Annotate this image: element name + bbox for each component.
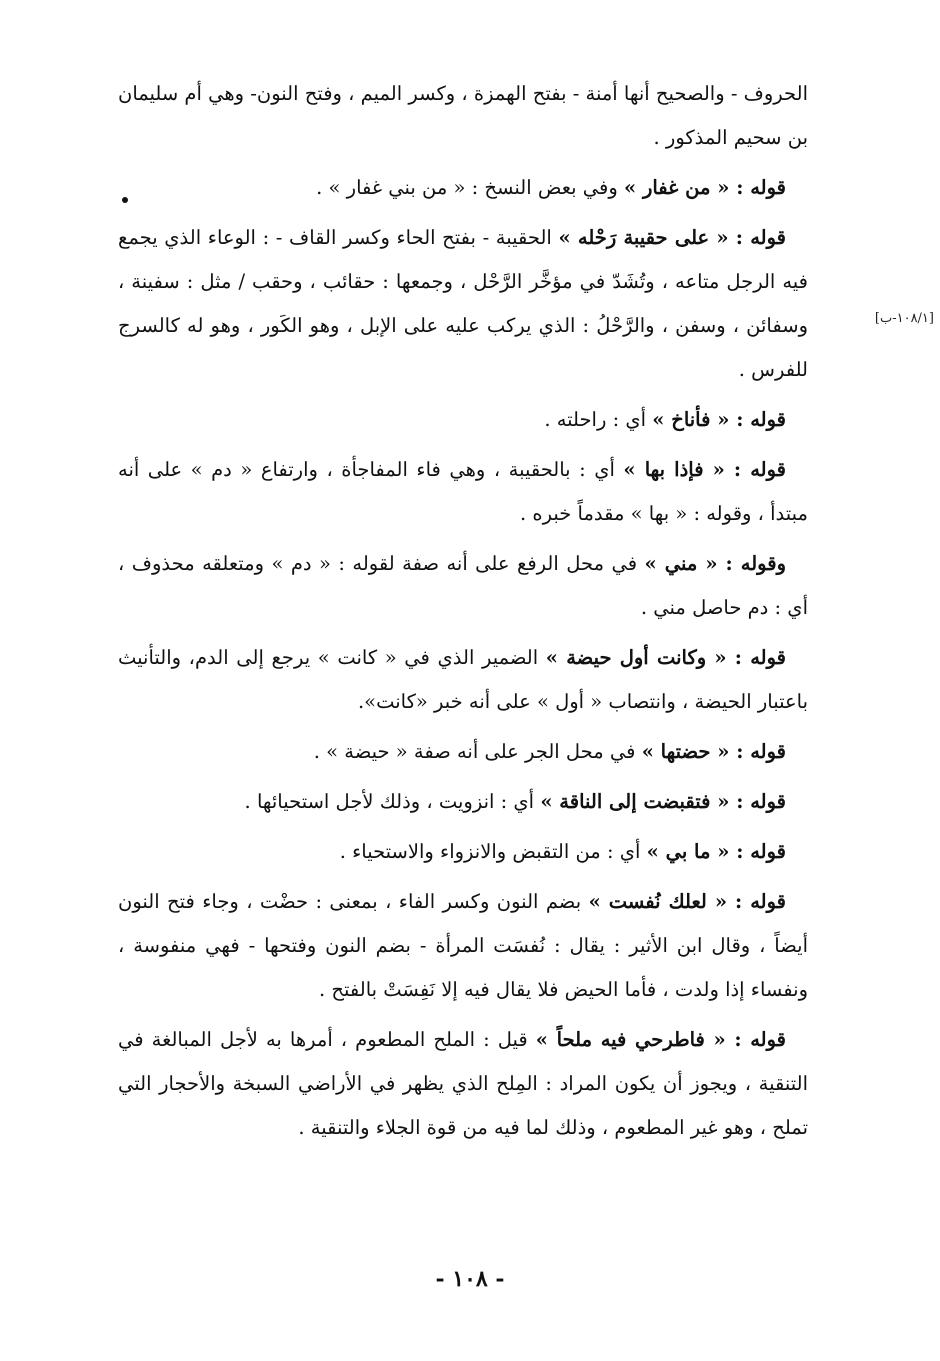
manuscript-folio-note: [١٠٨/١-ب]	[874, 311, 934, 326]
paragraph-text: في محل الرفع على أنه صفة لقوله : « دم » ومتعلقه محذوف ، أي : دم حاصل مني .	[118, 552, 808, 619]
paragraph-text: أي : راحلته .	[544, 408, 653, 431]
paragraph-hidtuha	[118, 730, 808, 774]
paragraph-fa-anakh	[118, 398, 808, 442]
paragraph-text: وفي بعض النسخ : « من بني غفار » .	[316, 176, 624, 199]
paragraph-text: قيل : الملح المطعوم ، أمرها به لأجل المبالغة في التنقية ، ويجوز أن يكون المراد : المِلح الذي يظهر في الأراضي السبخة والأحجار التي تملح ، وهو غير المطعوم ، وذلك لما فيه من قوة الجلاء والتنقية .	[118, 1028, 808, 1139]
ink-dot-mark	[122, 197, 128, 203]
paragraph-lead: قوله : « ما بي »	[646, 840, 786, 863]
paragraph-minni	[118, 542, 808, 630]
paragraph-text: الحروف - والصحيح أنها أمنة - بفتح الهمزة ، وكسر الميم ، وفتح النون- وهي أم سليمان بن سحيم المذكور .	[118, 82, 808, 149]
page-number: - ١٠٨ -	[435, 1266, 505, 1292]
paragraph-lead: قوله : « فإذا بها »	[623, 458, 786, 481]
paragraph-lead: قوله : « حضتها »	[641, 740, 786, 763]
main-text	[118, 72, 808, 1156]
paragraph-lead: قوله : « فأناخ »	[652, 408, 786, 431]
paragraph-haqiba	[118, 216, 808, 392]
paragraph-lead: قوله : « لعلك نُفست »	[588, 890, 786, 913]
paragraph-lead: قوله : « وكانت أول حيضة »	[545, 646, 786, 669]
paragraph-min-ghifar	[118, 166, 808, 210]
paragraph-text: أي : بالحقيبة ، وهي فاء المفاجأة ، وارتفاع « دم » على أنه مبتدأ ، وقوله : « بها » مقدماً خبره .	[118, 458, 808, 525]
paragraph-lead: قوله : « فتقبضت إلى الناقة »	[540, 790, 786, 813]
paragraph-lead: قوله : « على حقيبة رَحْله »	[558, 226, 786, 249]
paragraph-lead: وقوله : « مني »	[644, 552, 786, 575]
paragraph-nufisti	[118, 880, 808, 1012]
paragraph-continuation	[118, 72, 808, 160]
paragraph-text: بضم النون وكسر الفاء ، بمعنى : حضْت ، وجاء فتح النون أيضاً ، وقال ابن الأثير : يقال : نُفسَت المرأة - بضم النون وفتحها - فهي منفوسة ، ونفساء إذا ولدت ، فأما الحيض فلا يقال فيه إلا نَفِسَتْ بالفتح .	[118, 890, 808, 1001]
paragraph-text: الحقيبة - بفتح الحاء وكسر القاف - : الوعاء الذي يجمع فيه الرجل متاعه ، وتُشَدّ في مؤخَّر الرَّحْل ، وجمعها : حقائب ، وحقب / مثل : سفينة ، وسفائن ، وسفن ، والرَّحْلُ : الذي يركب عليه على الإبل ، وهو الكَور ، وهو له كالسرج للفرس .	[118, 226, 808, 381]
paragraph-milh	[118, 1018, 808, 1150]
paragraph-taqabbadtu	[118, 780, 808, 824]
paragraph-text: الضمير الذي في « كانت » يرجع إلى الدم، والتأنيث باعتبار الحيضة ، وانتصاب « أول » على أنه خبر «كانت».	[118, 646, 808, 713]
paragraph-awwal-hayda	[118, 636, 808, 724]
paragraph-fa-idha-biha	[118, 448, 808, 536]
paragraph-lead: قوله : « من غفار »	[623, 176, 786, 199]
paragraph-text: في محل الجر على أنه صفة « حيضة » .	[313, 740, 642, 763]
paragraph-ma-bi	[118, 830, 808, 874]
paragraph-text: أي : انزويت ، وذلك لأجل استحيائها .	[244, 790, 541, 813]
paragraph-text: أي : من التقبض والانزواء والاستحياء .	[339, 840, 647, 863]
paragraph-lead: قوله : « فاطرحي فيه ملحاً »	[535, 1028, 786, 1051]
